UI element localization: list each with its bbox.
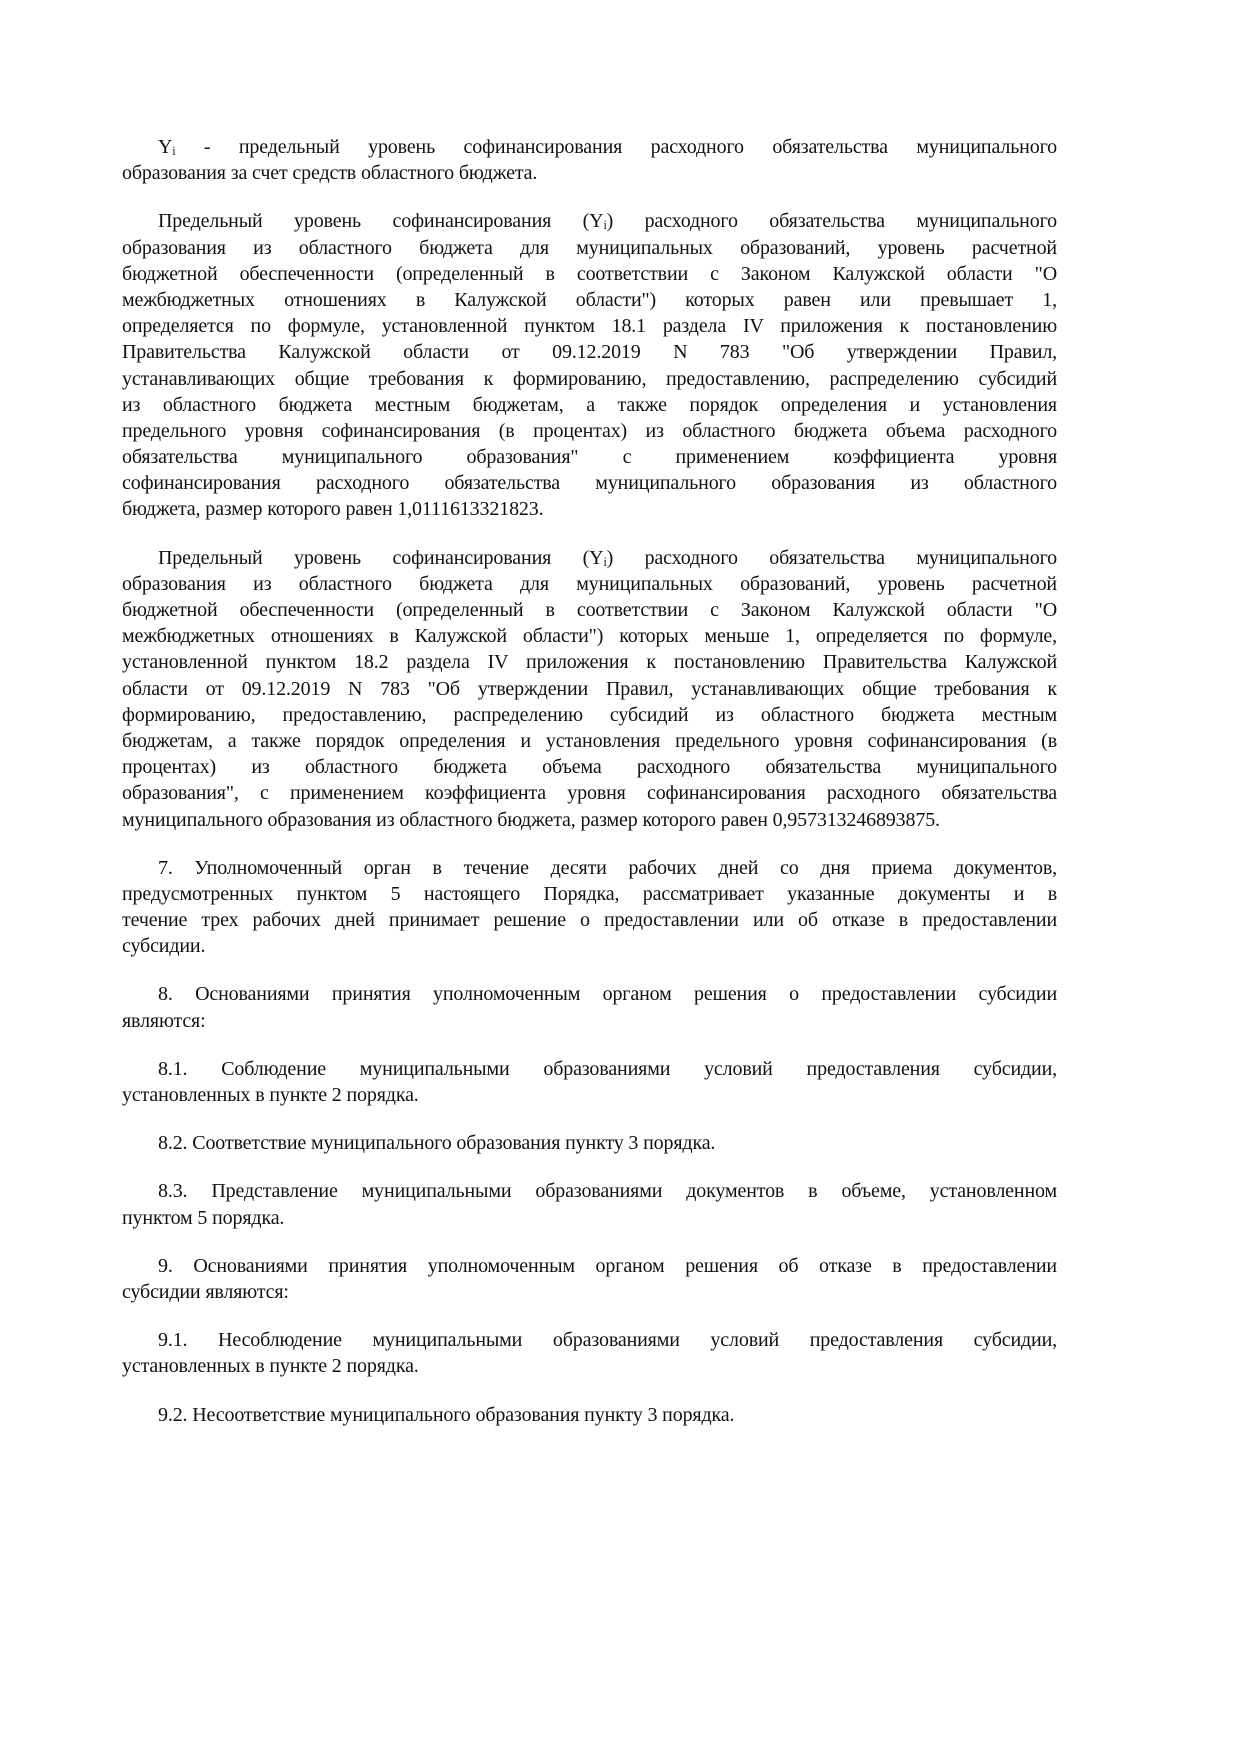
- text-line: субсидии.: [122, 935, 206, 958]
- text-line: 8.3. Представление муниципальными образованиями документов в объеме, установленном: [158, 1180, 1057, 1203]
- paragraph-clause-7: [122, 855, 1057, 960]
- text-line: установленной пунктом 18.2 раздела IV приложения к постановлению Правительства Калужской: [122, 651, 1057, 674]
- text-line: установленных в пункте 2 порядка.: [122, 1355, 419, 1378]
- text-line: муниципального образования из областного бюджета, размер которого равен 0,957313246893875.: [122, 808, 940, 831]
- document-page: [122, 134, 1057, 1450]
- paragraph-clause-9: [122, 1253, 1057, 1305]
- text-line: бюджетной обеспеченности (определенный в соответствии с Законом Калужской области "О: [122, 262, 1057, 285]
- paragraph-clause-9-2: [122, 1402, 1057, 1428]
- text-line: межбюджетных отношениях в Калужской области") которых меньше 1, определяется по формуле,: [122, 625, 1057, 648]
- text-line: определяется по формуле, установленной пунктом 18.1 раздела IV приложения к постановлению: [122, 315, 1057, 338]
- text-line: устанавливающих общие требования к формированию, предоставлению, распределению субсидий: [122, 367, 1057, 390]
- text-line: из областного бюджета местным бюджетам, а также порядок определения и установления: [122, 393, 1057, 416]
- text-line: течение трех рабочих дней принимает решение о предоставлении или об отказе в предоставлении: [122, 909, 1057, 932]
- text-line: области от 09.12.2019 N 783 "Об утверждении Правил, устанавливающих общие требования к: [122, 677, 1057, 700]
- text-line: процентах) из областного бюджета объема расходного обязательства муниципального: [122, 756, 1057, 779]
- text-line: бюджета, размер которого равен 1,0111613321823.: [122, 498, 544, 521]
- text-line: Предельный уровень софинансирования (Yᵢ) расходного обязательства муниципального: [158, 546, 1057, 569]
- paragraph-clause-8-1: [122, 1056, 1057, 1108]
- text-line: образования за счет средств областного бюджета.: [122, 162, 538, 185]
- text-line: Правительства Калужской области от 09.12.2019 N 783 "Об утверждении Правил,: [122, 341, 1057, 364]
- text-line: предельного уровня софинансирования (в процентах) из областного бюджета объема расходного: [122, 419, 1057, 442]
- text-line: установленных в пункте 2 порядка.: [122, 1084, 419, 1106]
- text-line: формированию, предоставлению, распределению субсидий из областного бюджета местным: [122, 703, 1057, 726]
- text-line: образования", с применением коэффициента уровня софинансирования расходного обязательства: [122, 782, 1057, 805]
- text-line: Предельный уровень софинансирования (Yᵢ) расходного обязательства муниципального: [158, 210, 1057, 233]
- text-line: обязательства муниципального образования" с применением коэффициента уровня: [122, 446, 1057, 469]
- text-line: предусмотренных пунктом 5 настоящего Порядка, рассматривает указанные документы и в: [122, 882, 1057, 905]
- paragraph-yi-definition: [122, 134, 1057, 186]
- paragraph-limit-level-ge-1: [122, 208, 1057, 522]
- text-line: 9.1. Несоблюдение муниципальными образованиями условий предоставления субсидии,: [158, 1329, 1057, 1352]
- text-line: 9.2. Несоответствие муниципального образования пункту 3 порядка.: [158, 1403, 735, 1426]
- text-line: 8. Основаниями принятия уполномоченным органом решения о предоставлении субсидии: [158, 983, 1057, 1006]
- text-line: 8.1. Соблюдение муниципальными образованиями условий предоставления субсидии,: [158, 1057, 1057, 1080]
- paragraph-clause-9-1: [122, 1327, 1057, 1379]
- text-line: бюджетной обеспеченности (определенный в соответствии с Законом Калужской области "О: [122, 599, 1057, 621]
- text-line: межбюджетных отношениях в Калужской области") которых равен или превышает 1,: [122, 288, 1057, 311]
- text-line: бюджетам, а также порядок определения и установления предельного уровня софинансирования (в: [122, 729, 1057, 752]
- paragraph-clause-8: [122, 981, 1057, 1033]
- text-line: 8.2. Соответствие муниципального образования пункту 3 порядка.: [158, 1132, 716, 1155]
- text-line: являются:: [122, 1009, 206, 1032]
- text-line: софинансирования расходного обязательства муниципального образования из областного: [122, 472, 1057, 495]
- paragraph-limit-level-lt-1: [122, 545, 1057, 833]
- text-line: 7. Уполномоченный орган в течение десяти рабочих дней со дня приема документов,: [158, 856, 1057, 879]
- text-line: образования из областного бюджета для муниципальных образований, уровень расчетной: [122, 236, 1057, 259]
- text-line: образования из областного бюджета для муниципальных образований, уровень расчетной: [122, 572, 1057, 595]
- paragraph-clause-8-2: [122, 1130, 1057, 1156]
- text-line: субсидии являются:: [122, 1280, 289, 1303]
- text-line: пунктом 5 порядка.: [122, 1206, 285, 1229]
- text-line: 9. Основаниями принятия уполномоченным органом решения об отказе в предоставлении: [158, 1254, 1057, 1277]
- text-line: Yᵢ - предельный уровень софинансирования расходного обязательства муниципального: [158, 136, 1057, 158]
- paragraph-clause-8-3: [122, 1178, 1057, 1230]
